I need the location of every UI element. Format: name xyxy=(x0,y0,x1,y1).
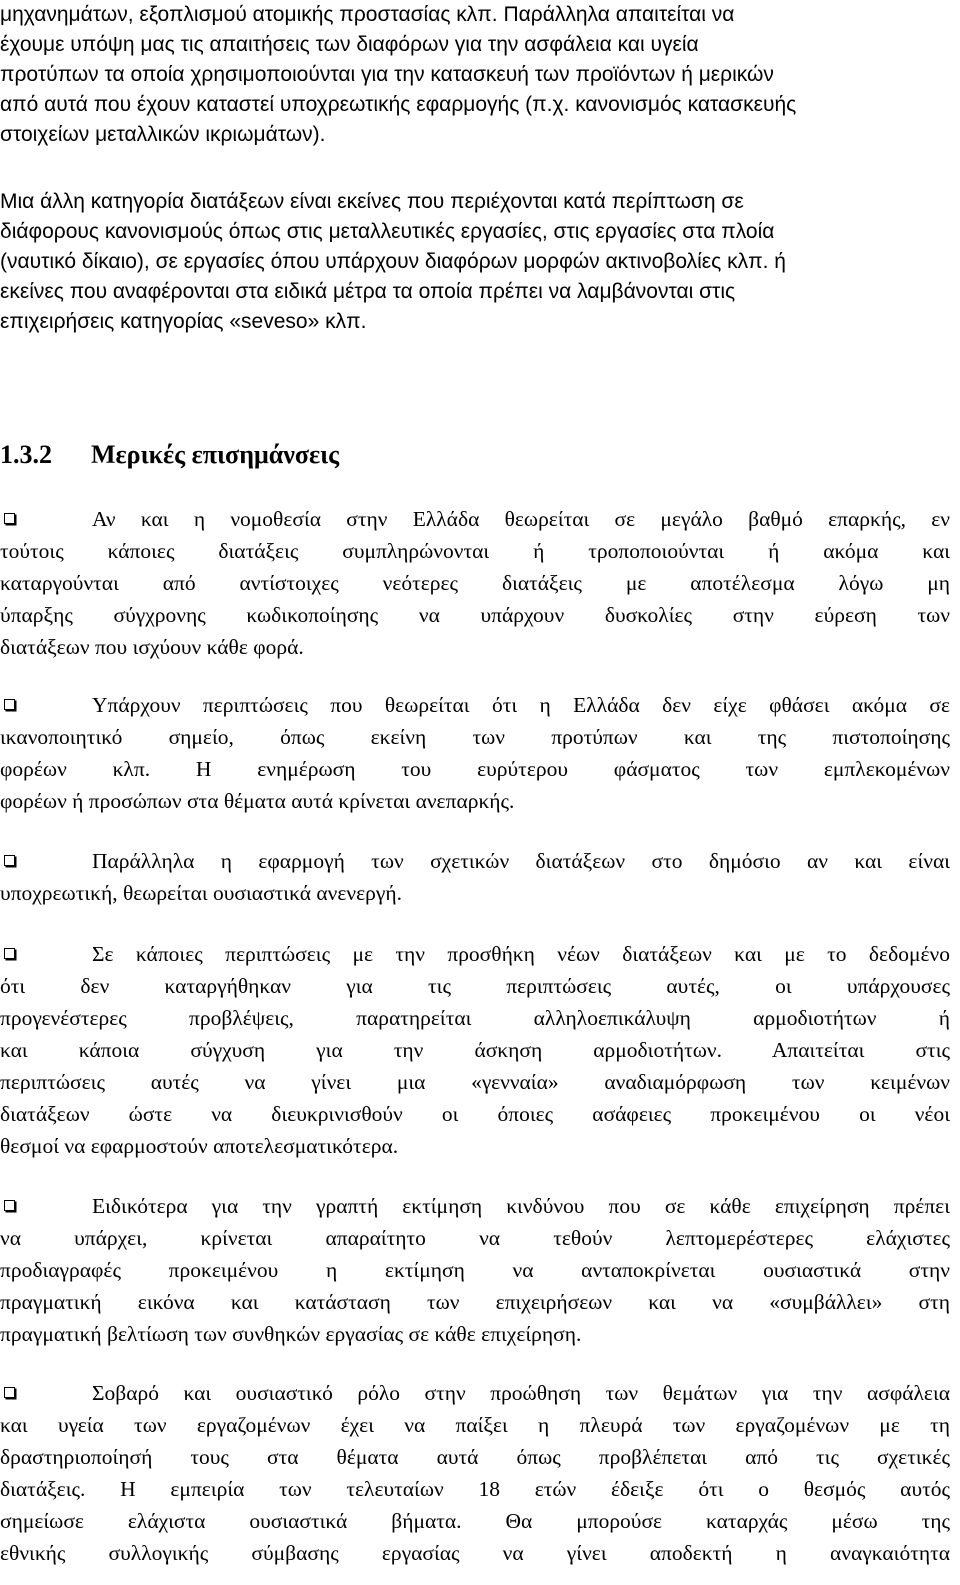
text-line: καταργούνται από αντίστοιχες νεότερες διατάξεις με αποτέλεσμα λόγω μη xyxy=(0,571,950,595)
text-line: φορέων κλπ. Η ενημέρωση του ευρύτερου φάσματος των εμπλεκομένων xyxy=(0,757,950,781)
text-span: Παράλληλα η εφαρμογή των σχετικών διατάξεων στο δημόσιο αν και είναι xyxy=(92,849,950,873)
section-heading xyxy=(0,438,339,472)
text-line: επιχειρήσεις κατηγορίας «seveso» κλπ. xyxy=(0,310,367,333)
text-span: Ειδικότερα για την γραπτή εκτίμηση κινδύνου που σε κάθε επιχείρηση πρέπει xyxy=(92,1194,950,1218)
text-line: φορέων ή προσώπων στα θέματα αυτά κρίνεται ανεπαρκής. xyxy=(0,789,515,813)
checkbox-bullet-icon xyxy=(4,699,15,710)
text-line: να υπάρχει, κρίνεται απαραίτητο να τεθούν λεπτομερέστερες ελάχιστες xyxy=(0,1226,950,1250)
text-line: στοιχείων μεταλλικών ικριωμάτων). xyxy=(0,123,326,146)
text-span: Υπάρχουν περιπτώσεις που θεωρείται ότι η Ελλάδα δεν είχε φθάσει ακόμα σε xyxy=(92,693,950,717)
second-paragraph xyxy=(0,187,955,337)
text-line: διατάξεων που ισχύουν κάθε φορά. xyxy=(0,635,304,659)
text-line: πραγματική βελτίωση των συνθηκών εργασίας σε κάθε επιχείρηση. xyxy=(0,1322,582,1346)
checkbox-bullet-icon xyxy=(4,855,15,866)
text-line: και υγεία των εργαζομένων έχει να παίξει η πλευρά των εργαζομένων με τη xyxy=(0,1413,950,1437)
bullet-item xyxy=(0,845,950,909)
text-line: εκείνες που αναφέρονται στα ειδικά μέτρα τα οποία πρέπει να λαμβάνονται στις xyxy=(0,280,736,303)
intro-paragraph xyxy=(0,0,955,150)
text-line: διατάξεις. Η εμπειρία των τελευταίων 18 ετών έδειξε ότι ο θεσμός αυτός xyxy=(0,1477,950,1501)
text-line: προδιαγραφές προκειμένου η εκτίμηση να ανταποκρίνεται ουσιαστικά στην xyxy=(0,1258,950,1282)
text-span: Αν και η νομοθεσία στην Ελλάδα θεωρείται σε μεγάλο βαθμό επαρκής, εν xyxy=(92,507,950,531)
text-line: ύπαρξης σύγχρονης κωδικοποίησης να υπάρχουν δυσκολίες στην εύρεση των xyxy=(0,603,950,627)
text-line: ικανοποιητικό σημείο, όπως εκείνη των προτύπων και της πιστοποίησης xyxy=(0,725,950,749)
text-line: σημείωσε ελάχιστα ουσιαστικά βήματα. Θα μπορούσε καταρχάς μέσω της xyxy=(0,1509,950,1533)
text-line xyxy=(0,845,950,877)
text-line xyxy=(0,938,950,970)
text-line: διάφορους κανονισμούς όπως στις μεταλλευτικές εργασίες, στις εργασίες στα πλοία xyxy=(0,220,775,243)
text-line: εθνικής συλλογικής σύμβασης εργασίας να γίνει αποδεκτή η αναγκαιότητα xyxy=(0,1541,950,1565)
text-line: μηχανημάτων, εξοπλισμού ατομικής προστασίας κλπ. Παράλληλα απαιτείται να xyxy=(0,3,735,26)
text-line: (ναυτικό δίκαιο), σε εργασίες όπου υπάρχουν διαφόρων μορφών ακτινοβολίες κλπ. ή xyxy=(0,250,786,273)
text-span: Σοβαρό και ουσιαστικό ρόλο στην προώθηση των θεμάτων για την ασφάλεια xyxy=(92,1381,950,1405)
text-line xyxy=(0,1190,950,1222)
text-line xyxy=(0,503,950,535)
bullet-item xyxy=(0,1377,950,1569)
checkbox-bullet-icon xyxy=(4,948,15,959)
text-line: δραστηριοποίησή τους στα θέματα αυτά όπως προβλέπεται από τις σχετικές xyxy=(0,1445,950,1469)
checkbox-bullet-icon xyxy=(4,1200,15,1211)
checkbox-bullet-icon xyxy=(4,1387,15,1398)
text-line: προγενέστερες προβλέψεις, παρατηρείται αλληλοεπικάλυψη αρμοδιοτήτων ή xyxy=(0,1006,950,1030)
section-title: Μερικές επισημάνσεις xyxy=(91,440,340,469)
text-line: ότι δεν καταργήθηκαν για τις περιπτώσεις αυτές, οι υπάρχουσες xyxy=(0,974,950,998)
text-line: Μια άλλη κατηγορία διατάξεων είναι εκείνες που περιέχονται κατά περίπτωση σε xyxy=(0,190,744,213)
text-line xyxy=(0,689,950,721)
bullet-item xyxy=(0,938,950,1162)
text-line: έχουμε υπόψη μας τις απαιτήσεις των διαφόρων για την ασφάλεια και υγεία xyxy=(0,33,699,56)
section-number: 1.3.2 xyxy=(0,440,52,469)
bullet-item xyxy=(0,503,950,663)
text-span: Σε κάποιες περιπτώσεις με την προσθήκη νέων διατάξεων και με το δεδομένο xyxy=(92,942,950,966)
text-line: θεσμοί να εφαρμοστούν αποτελεσματικότερα. xyxy=(0,1134,399,1158)
bullet-item xyxy=(0,1190,950,1350)
text-line xyxy=(0,1377,950,1409)
text-line: υποχρεωτική, θεωρείται ουσιαστικά ανενεργή. xyxy=(0,881,402,905)
bullet-item xyxy=(0,689,950,817)
text-line: τούτοις κάποιες διατάξεις συμπληρώνονται ή τροποποιούνται ή ακόμα και xyxy=(0,539,950,563)
text-line: από αυτά που έχουν καταστεί υποχρεωτικής εφαρμογής (π.χ. κανονισμός κατασκευής xyxy=(0,93,797,116)
text-line: και κάποια σύγχυση για την άσκηση αρμοδιοτήτων. Απαιτείται στις xyxy=(0,1038,950,1062)
text-line: περιπτώσεις αυτές να γίνει μια «γενναία» αναδιαμόρφωση των κειμένων xyxy=(0,1070,950,1094)
text-line: προτύπων τα οποία χρησιμοποιούνται για την κατασκευή των προϊόντων ή μερικών xyxy=(0,63,774,86)
text-line: πραγματική εικόνα και κατάσταση των επιχειρήσεων και να «συμβάλλει» στη xyxy=(0,1290,950,1314)
checkbox-bullet-icon xyxy=(4,513,15,524)
text-line: διατάξεων ώστε να διευκρινισθούν οι όποιες ασάφειες προκειμένου οι νέοι xyxy=(0,1102,950,1126)
